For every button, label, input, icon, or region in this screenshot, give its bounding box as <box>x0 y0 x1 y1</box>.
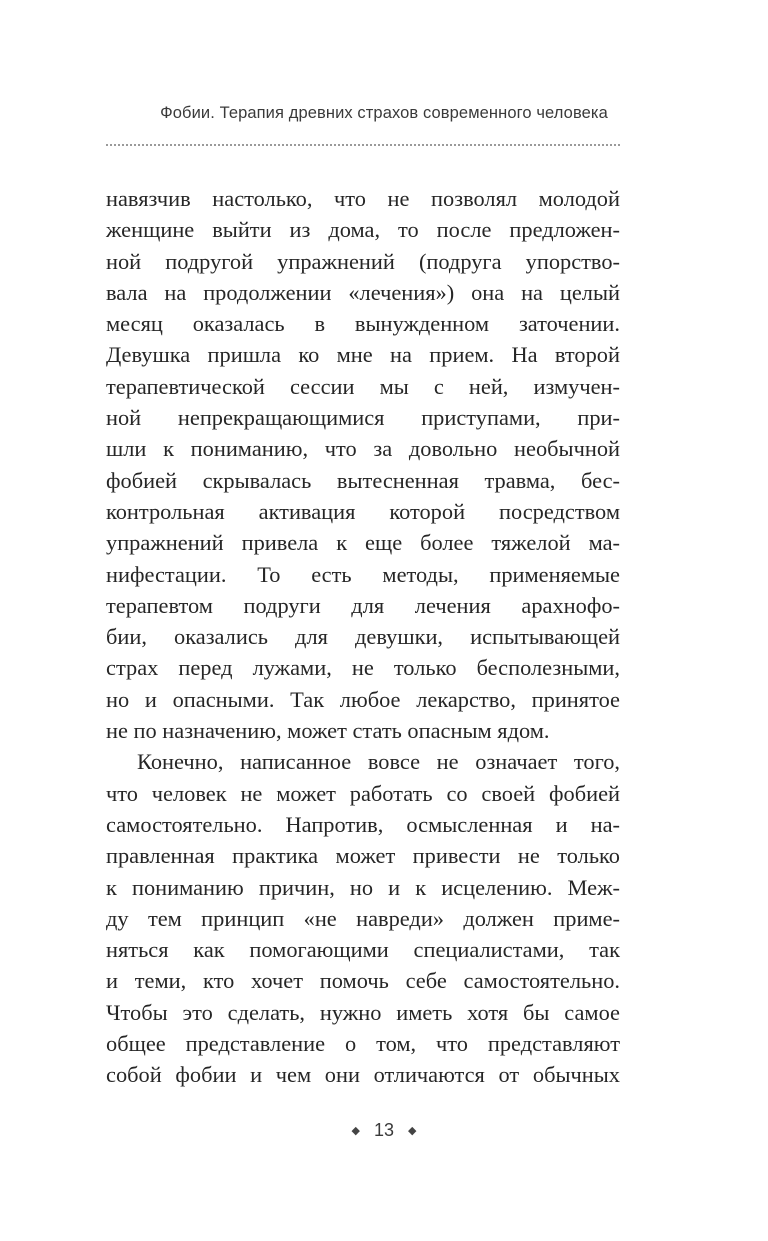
text-line: Чтобы это сделать, нужно иметь хотя бы самое <box>106 999 620 1025</box>
diamond-ornament-icon: ◆ <box>408 1125 417 1137</box>
text-line: вала на продолжении «лечения») она на целый <box>106 279 620 305</box>
text-line: Девушка пришла ко мне на прием. На второй <box>106 342 620 368</box>
text-line: женщине выйти из дома, то после предложен- <box>106 217 620 243</box>
text-line: терапевтической сессии мы с ней, измучен- <box>106 373 620 399</box>
text-line: няться как помогающими специалистами, так <box>106 937 620 963</box>
text-line: контрольная активация которой посредством <box>106 498 620 524</box>
text-line: правленная практика может привести не только <box>106 843 620 869</box>
text-line: но и опасными. Так любое лекарство, принятое <box>106 686 620 712</box>
text-line: нифестации. То есть методы, применяемые <box>106 561 620 587</box>
text-line: и теми, кто хочет помочь себе самостоятельно. <box>106 968 620 994</box>
text-line: ной непрекращающимися приступами, при- <box>106 405 620 431</box>
text-line: собой фобии и чем они отличаются от обычных <box>106 1062 620 1088</box>
text-line: бии, оказались для девушки, испытывающей <box>106 624 620 650</box>
text-line: месяц оказалась в вынужденном заточении. <box>106 311 620 337</box>
text-line: самостоятельно. Напротив, осмысленная и на- <box>106 811 620 837</box>
header-dotted-rule <box>106 144 620 146</box>
diamond-ornament-icon: ◆ <box>351 1125 360 1137</box>
page-footer <box>0 1120 768 1141</box>
body-text <box>106 183 620 1091</box>
running-header-title: Фобии. Терапия древних страхов современного человека <box>160 104 608 122</box>
text-line: шли к пониманию, что за довольно необычной <box>106 436 620 462</box>
text-line: навязчив настолько, что не позволял молодой <box>106 186 620 211</box>
page-number: 13 <box>373 1120 395 1140</box>
text-line: ной подругой упражнений (подруга упорство- <box>106 248 620 274</box>
text-line: терапевтом подруги для лечения арахнофо- <box>106 592 620 618</box>
text-line: ду тем принцип «не навреди» должен приме- <box>106 905 620 931</box>
text-line: общее представление о том, что представляют <box>106 1031 620 1057</box>
paragraph-first-line: Конечно, написанное вовсе не означает того, <box>137 749 620 775</box>
paragraph-last-line: не по назначению, может стать опасным ядом. <box>106 718 550 744</box>
text-line: фобией скрывалась вытесненная травма, бес- <box>106 467 620 493</box>
text-line: что человек не может работать со своей фобией <box>106 780 620 806</box>
text-line: к пониманию причин, но и к исцелению. Меж- <box>106 874 620 900</box>
text-line: страх перед лужами, не только бесполезными, <box>106 655 620 681</box>
text-line: упражнений привела к еще более тяжелой ма- <box>106 530 620 556</box>
